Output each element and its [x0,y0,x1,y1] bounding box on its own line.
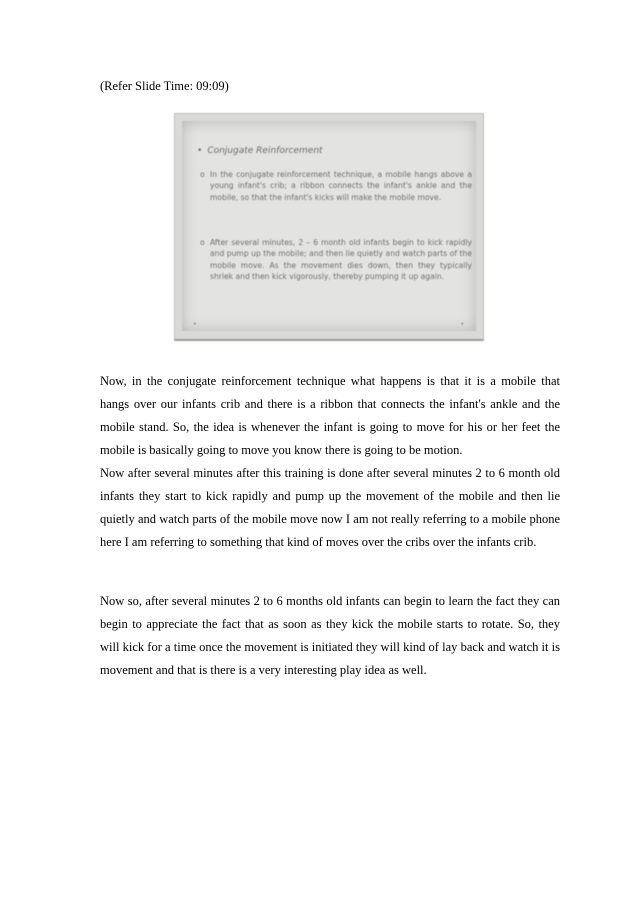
slide-corner-mark-right: • [460,321,464,328]
refer-slide-time: (Refer Slide Time: 09:09) [100,79,229,93]
slide-image [174,113,484,341]
sub-bullet-icon: o [200,170,205,179]
slide-point-text: In the conjugate reinforcement technique, a mobile hangs above a young infant's crib; a ribbon connects the infant's ankle and the mobile, so that the infant's kicks will make the mobile move. [210,170,472,202]
slide-title-line [197,146,323,156]
transcript-paragraph-2: Now after several minutes after this training is done after several minutes 2 to 6 month old infants they start to kick rapidly and pump up the movement of the mobile and then lie quietly and watch parts of the mobile move now I am not really referring to a mobile phone here I am referring to something that kind of moves over the cribs over the infants crib. [100,466,560,549]
transcript-paragraph-3: Now so, after several minutes 2 to 6 months old infants can begin to learn the fact they can begin to appreciate the fact that as soon as they kick the mobile starts to rotate. So, they will kick for a time once the movement is initiated they will kind of lay back and watch it is movement and that is there is a very interesting play idea as well. [100,594,560,677]
sub-bullet-icon: o [200,238,205,247]
slide-content [182,121,476,331]
slide-point-1 [200,169,472,203]
transcript-paragraph-1: Now, in the conjugate reinforcement technique what happens is that it is a mobile that hangs over our infants crib and there is a ribbon that connects the infant's ankle and the mobile stand. So, the idea is whenever the infant is going to move for his or her feet the mobile is basically going to move you know there is going to be motion. [100,374,560,457]
bullet-icon: • [197,146,203,156]
slide-point-2 [200,237,472,282]
slide-corner-mark-left: • [193,321,197,328]
slide-point-text: After several minutes, 2 – 6 month old infants begin to kick rapidly and pump up the mobile; and then lie quietly and watch parts of the mobile move. As the movement dies down, then they typically shriek and then kick vigorously, thereby pumping it up again. [210,238,472,281]
slide-title: Conjugate Reinforcement [207,146,323,156]
